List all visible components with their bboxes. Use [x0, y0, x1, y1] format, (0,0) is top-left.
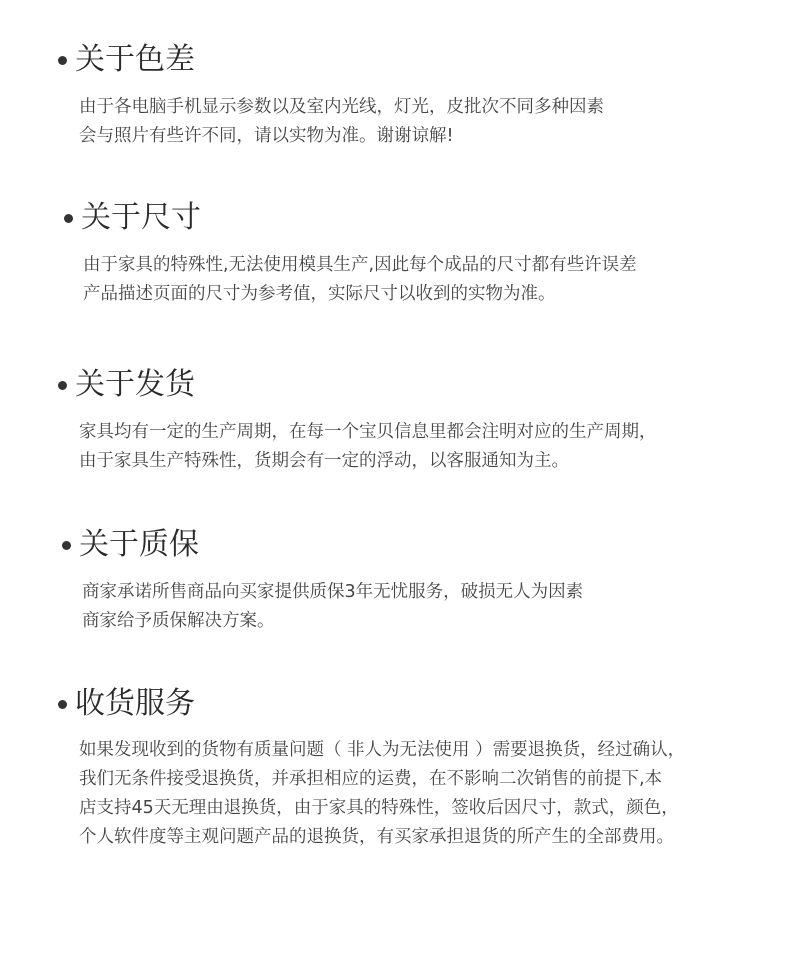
- bullet-dot: [58, 700, 67, 709]
- body-line: 会与照片有些许不同，请以实物为准。谢谢谅解!: [79, 126, 454, 146]
- section-title: 关于质保: [79, 527, 199, 562]
- bullet-dot: [58, 56, 67, 65]
- body-line: 产品描述页面的尺寸为参考值，实际尺寸以收到的实物为准。: [83, 284, 556, 304]
- section-heading: [58, 42, 195, 78]
- section-heading: [62, 527, 199, 563]
- section-body: [82, 578, 583, 636]
- section-body: [79, 93, 604, 151]
- bullet-dot: [64, 214, 73, 223]
- section-heading: [58, 367, 195, 403]
- body-line: 由于各电脑手机显示参数以及室内光线，灯光，皮批次不同多种因素: [79, 97, 604, 117]
- body-line: 我们无条件接受退换货，并承担相应的运费，在不影响二次销售的前提下,本: [79, 769, 663, 789]
- section-title: 关于尺寸: [81, 200, 201, 235]
- section-body: [79, 418, 657, 476]
- body-line: 店支持45天无理由退换货，由于家具的特殊性，签收后因尺寸，款式，颜色，: [79, 798, 679, 818]
- body-line: 由于家具生产特殊性，货期会有一定的浮动，以客服通知为主。: [79, 451, 569, 471]
- body-line: 商家承诺所售商品向买家提供质保3年无忧服务，破损无人为因素: [82, 582, 584, 602]
- bullet-dot: [62, 541, 71, 550]
- bullet-dot: [58, 381, 67, 390]
- section-body: [79, 736, 685, 852]
- body-line: 个人软件度等主观问题产品的退换货，有买家承担退货的所产生的全部费用。: [79, 827, 674, 847]
- body-line: 家具均有一定的生产周期，在每一个宝贝信息里都会注明对应的生产周期，: [79, 422, 657, 442]
- body-line: 由于家具的特殊性,无法使用模具生产,因此每个成品的尺寸都有些许误差: [83, 255, 637, 275]
- section-heading: [64, 200, 201, 236]
- section-title: 关于发货: [75, 367, 195, 402]
- body-line: 商家给予质保解决方案。: [82, 611, 275, 631]
- body-line: 如果发现收到的货物有质量问题（ 非人为无法使用 ）需要退换货，经过确认，: [79, 740, 686, 760]
- section-body: [83, 251, 637, 309]
- section-heading: [58, 686, 195, 722]
- section-title: 收货服务: [75, 686, 195, 721]
- section-title: 关于色差: [75, 42, 195, 77]
